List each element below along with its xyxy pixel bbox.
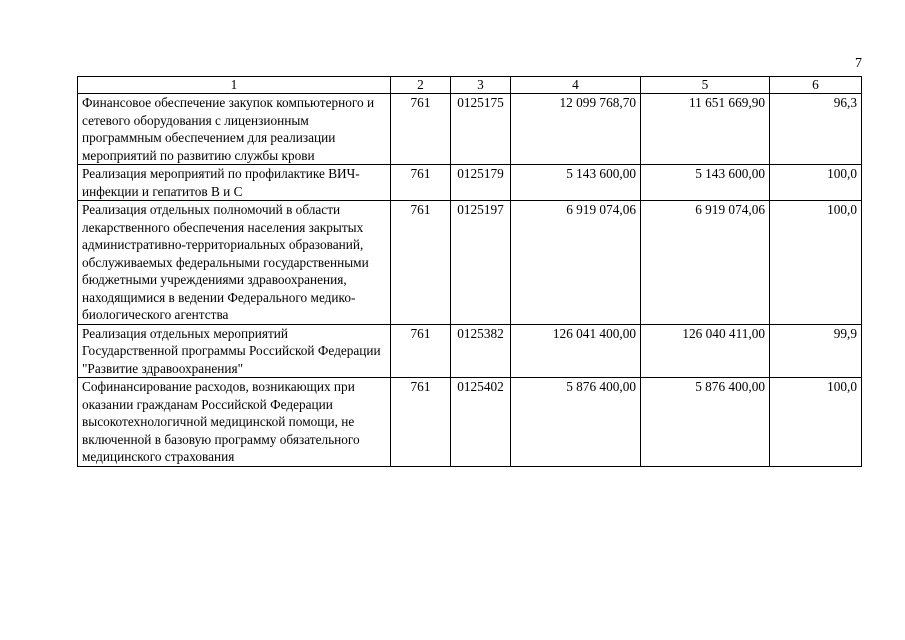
- table-row: [78, 378, 862, 467]
- expense-name: Софинансирование расходов, возникающих при оказании гражданам Российской Федерации высокотехнологичной медицинской помощи, не включенной в базовую программу обязательного медицинского страхования: [78, 378, 391, 467]
- page-number: 7: [855, 56, 862, 71]
- execution-percent: 100,0: [770, 201, 862, 325]
- table-row: [78, 201, 862, 325]
- executed-amount: 5 876 400,00: [641, 378, 770, 467]
- ministry-code: 761: [391, 378, 451, 467]
- target-code: 0125402: [451, 378, 511, 467]
- table-header-row: [78, 77, 862, 94]
- column-header: 4: [511, 77, 641, 94]
- expense-name: Реализация отдельных мероприятий Государственной программы Российской Федерации "Развитие здравоохранения": [78, 324, 391, 378]
- execution-percent: 99,9: [770, 324, 862, 378]
- target-code: 0125179: [451, 165, 511, 201]
- execution-percent: 96,3: [770, 94, 862, 165]
- executed-amount: 126 040 411,00: [641, 324, 770, 378]
- execution-percent: 100,0: [770, 165, 862, 201]
- table-row: [78, 94, 862, 165]
- expense-name: Реализация отдельных полномочий в области лекарственного обеспечения населения закрытых административно-территориальных образований, обслуживаемых федеральными государственными бюджетными учреждениями здравоохранения, находящимися в ведении Федерального медико-биологического агентства: [78, 201, 391, 325]
- executed-amount: 6 919 074,06: [641, 201, 770, 325]
- ministry-code: 761: [391, 94, 451, 165]
- ministry-code: 761: [391, 324, 451, 378]
- executed-amount: 11 651 669,90: [641, 94, 770, 165]
- executed-amount: 5 143 600,00: [641, 165, 770, 201]
- column-header: 6: [770, 77, 862, 94]
- expense-name: Финансовое обеспечение закупок компьютерного и сетевого оборудования с лицензионным программным обеспечением для реализации мероприятий по развитию службы крови: [78, 94, 391, 165]
- column-header: 1: [78, 77, 391, 94]
- execution-percent: 100,0: [770, 378, 862, 467]
- planned-amount: 6 919 074,06: [511, 201, 641, 325]
- target-code: 0125382: [451, 324, 511, 378]
- table-row: [78, 324, 862, 378]
- ministry-code: 761: [391, 165, 451, 201]
- planned-amount: 126 041 400,00: [511, 324, 641, 378]
- column-header: 3: [451, 77, 511, 94]
- target-code: 0125197: [451, 201, 511, 325]
- expense-name: Реализация мероприятий по профилактике ВИЧ-инфекции и гепатитов В и С: [78, 165, 391, 201]
- planned-amount: 5 143 600,00: [511, 165, 641, 201]
- ministry-code: 761: [391, 201, 451, 325]
- target-code: 0125175: [451, 94, 511, 165]
- planned-amount: 5 876 400,00: [511, 378, 641, 467]
- table-row: [78, 165, 862, 201]
- budget-table: [77, 76, 862, 467]
- column-header: 5: [641, 77, 770, 94]
- planned-amount: 12 099 768,70: [511, 94, 641, 165]
- column-header: 2: [391, 77, 451, 94]
